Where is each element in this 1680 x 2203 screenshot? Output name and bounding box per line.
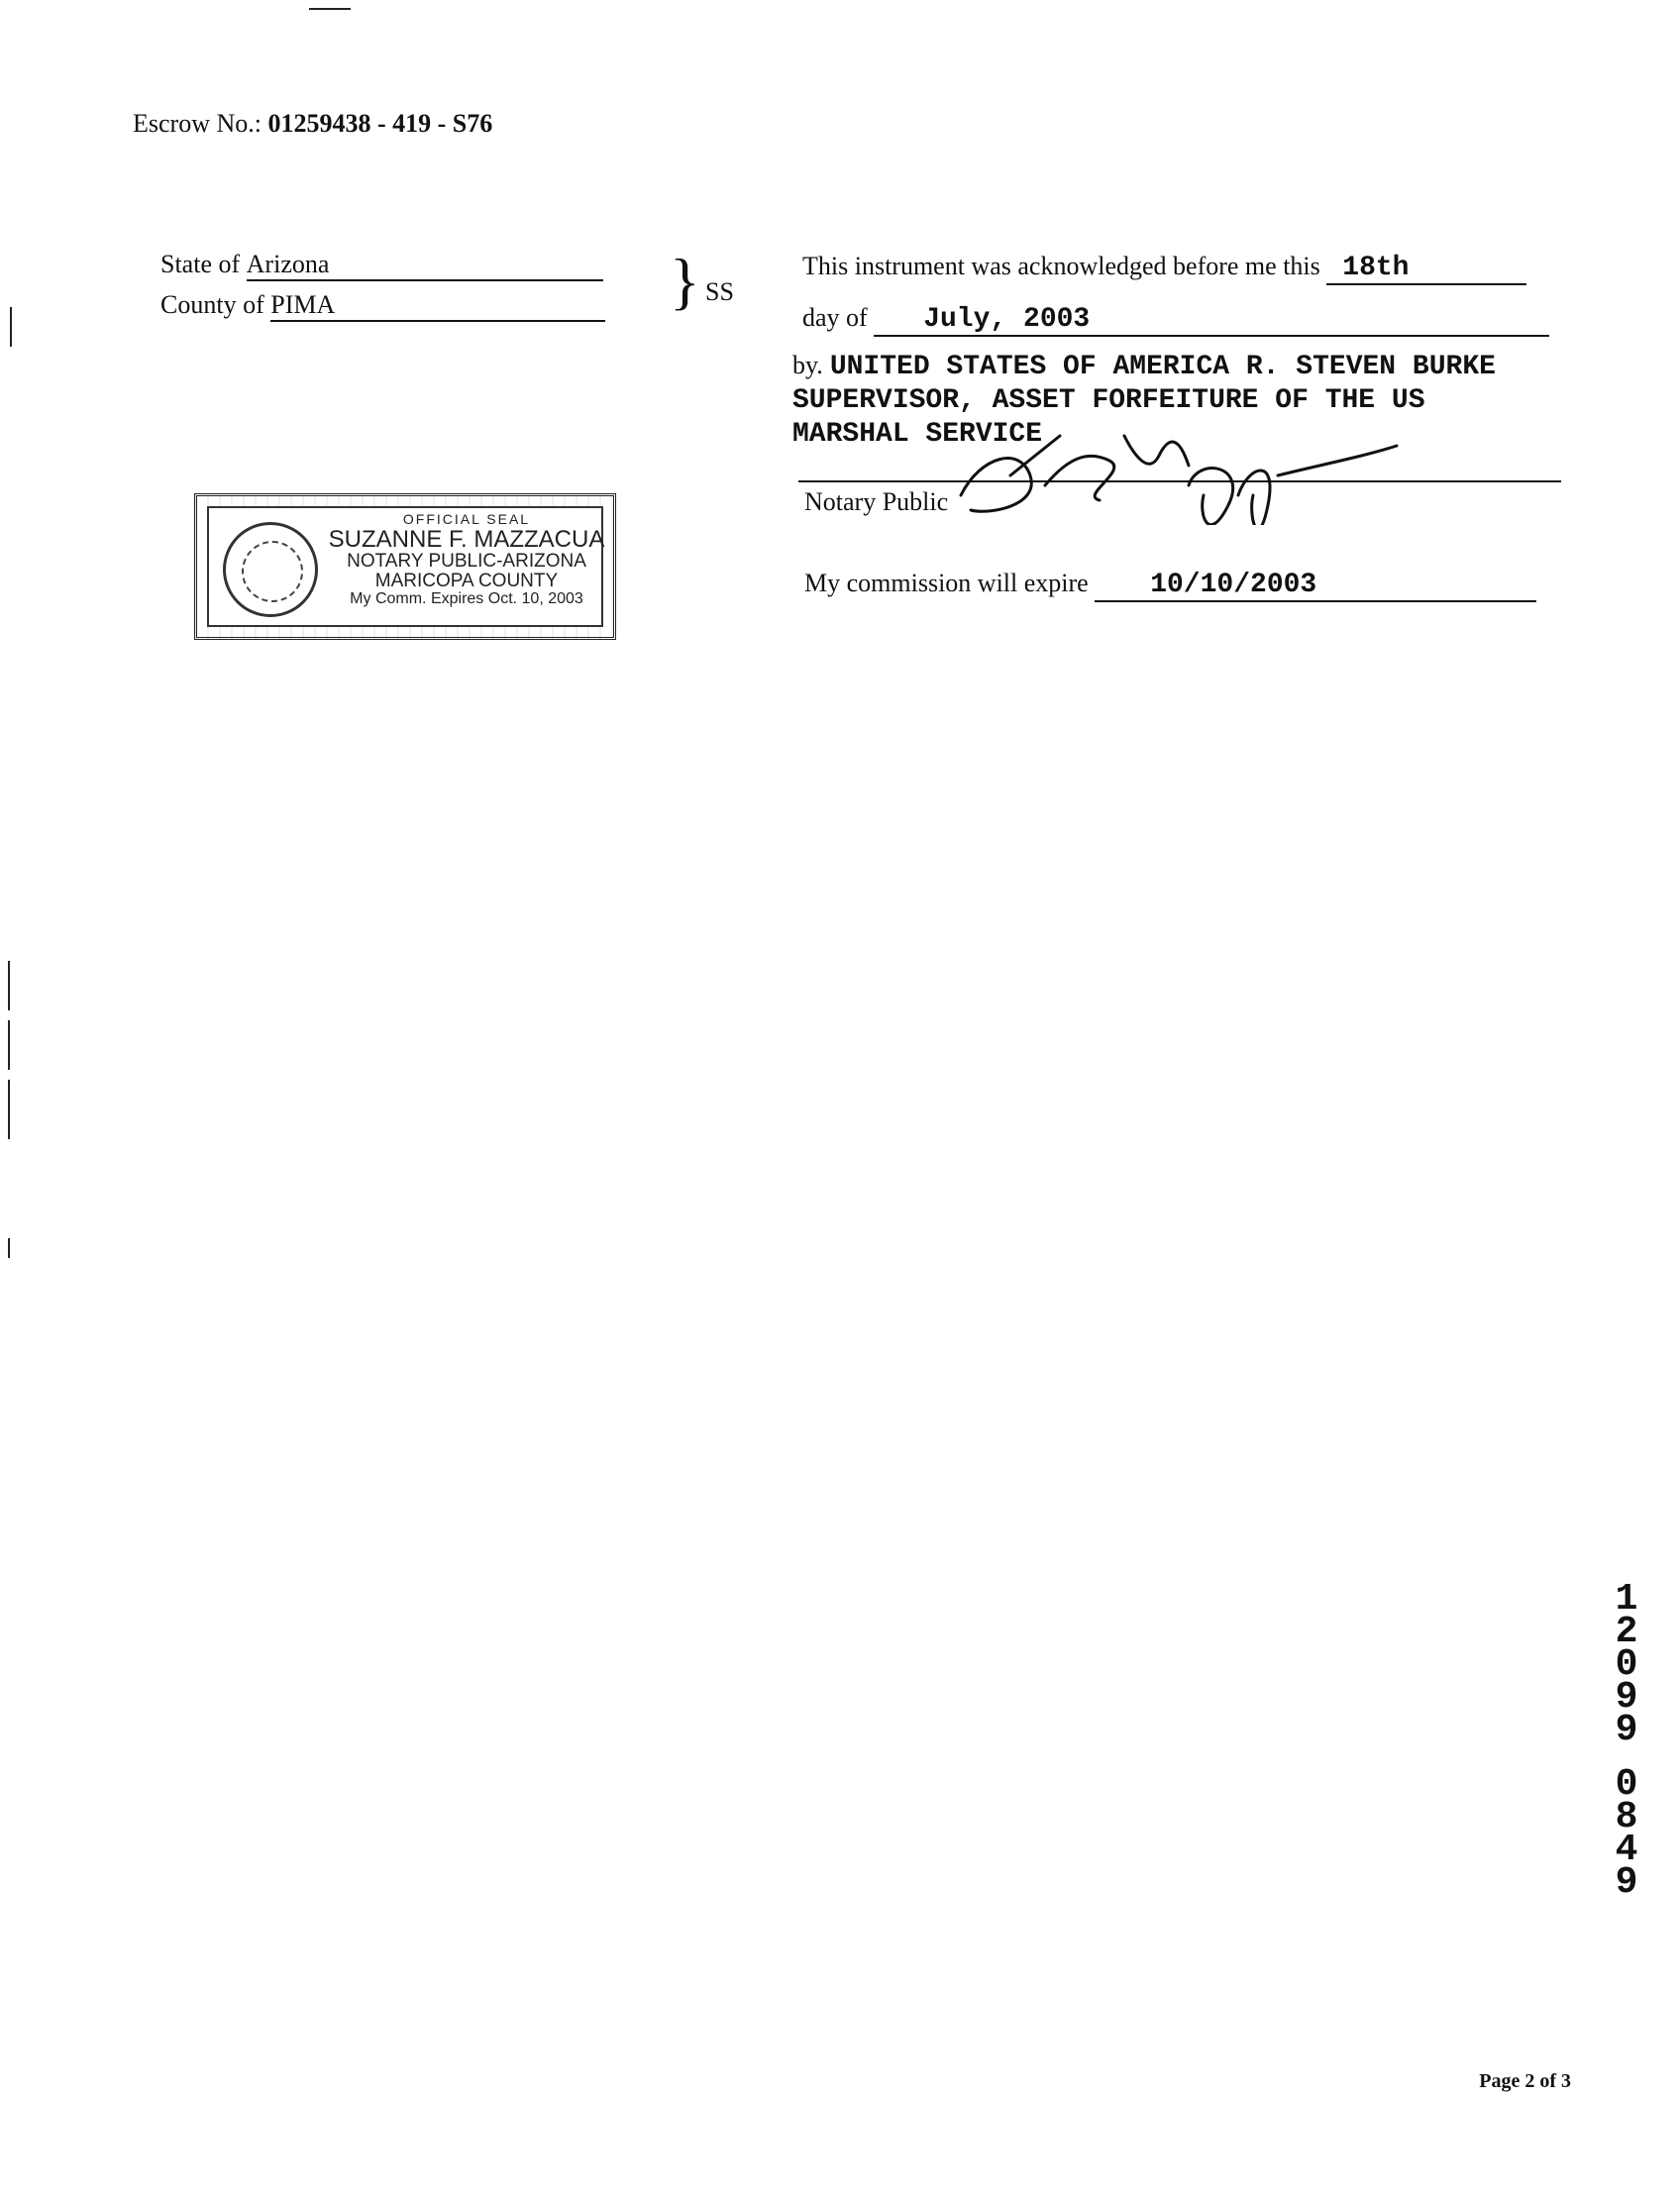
- month-year-value: July, 2003: [874, 304, 1549, 337]
- notary-label: Notary Public: [804, 487, 949, 516]
- top-rule: [309, 8, 351, 10]
- commission-row: [804, 569, 1536, 602]
- escrow-label: Escrow No.:: [133, 109, 262, 138]
- recording-digit: 0: [1615, 1763, 1638, 1806]
- state-seal-icon: [223, 522, 318, 617]
- seal-line-2: SUZANNE F. MAZZACUA: [328, 525, 605, 553]
- by-line-2: SUPERVISOR, ASSET FORFEITURE OF THE US: [792, 385, 1425, 416]
- recording-digit: 2: [1615, 1611, 1638, 1653]
- margin-mark: [8, 961, 10, 1010]
- recording-digit: 9: [1615, 1861, 1638, 1904]
- margin-mark: [8, 1080, 10, 1139]
- recording-digit: 0: [1615, 1643, 1638, 1686]
- recording-digit: 9: [1615, 1709, 1638, 1751]
- recording-digit: 1: [1615, 1578, 1638, 1621]
- state-value: Arizona: [247, 250, 603, 281]
- margin-mark: [10, 307, 12, 347]
- seal-line-1: OFFICIAL SEAL: [402, 511, 531, 527]
- margin-mark: [8, 1020, 10, 1070]
- page-number: Page 2 of 3: [1479, 2070, 1571, 2092]
- recording-digit: 9: [1615, 1676, 1638, 1719]
- by-line-3: MARSHAL SERVICE: [792, 419, 1043, 450]
- by-label: by.: [792, 351, 823, 379]
- commission-label: My commission will expire: [804, 569, 1089, 597]
- day-of-row: day of July, 2003: [802, 303, 1549, 337]
- acknowledgment-intro: This instrument was acknowledged before me this 18th: [802, 252, 1526, 285]
- escrow-number: 01259438 - 419 - S76: [267, 109, 493, 138]
- notary-signature: [951, 416, 1407, 525]
- state-row: [160, 250, 603, 281]
- seal-text: [328, 512, 605, 608]
- ss-label: SS: [705, 277, 734, 306]
- day-value: 18th: [1326, 253, 1526, 285]
- state-label: State of: [160, 250, 241, 278]
- county-value: PIMA: [270, 290, 605, 322]
- recording-number-vertical: [1607, 1578, 1646, 1904]
- county-row: [160, 290, 605, 322]
- commission-date: 10/10/2003: [1095, 570, 1536, 602]
- recording-digit: 4: [1615, 1829, 1638, 1871]
- margin-mark: [8, 1238, 10, 1258]
- ss-brace: }: [670, 246, 700, 316]
- seal-line-5: My Comm. Expires Oct. 10, 2003: [350, 589, 583, 607]
- seal-line-3: NOTARY PUBLIC-ARIZONA: [347, 550, 586, 572]
- notary-seal-stamp: [194, 493, 616, 640]
- recording-digit: 8: [1615, 1796, 1638, 1838]
- escrow-line: [133, 109, 492, 139]
- by-line-1: UNITED STATES OF AMERICA R. STEVEN BURKE: [829, 352, 1496, 382]
- seal-line-4: MARICOPA COUNTY: [374, 570, 559, 591]
- county-label: County of: [160, 290, 264, 319]
